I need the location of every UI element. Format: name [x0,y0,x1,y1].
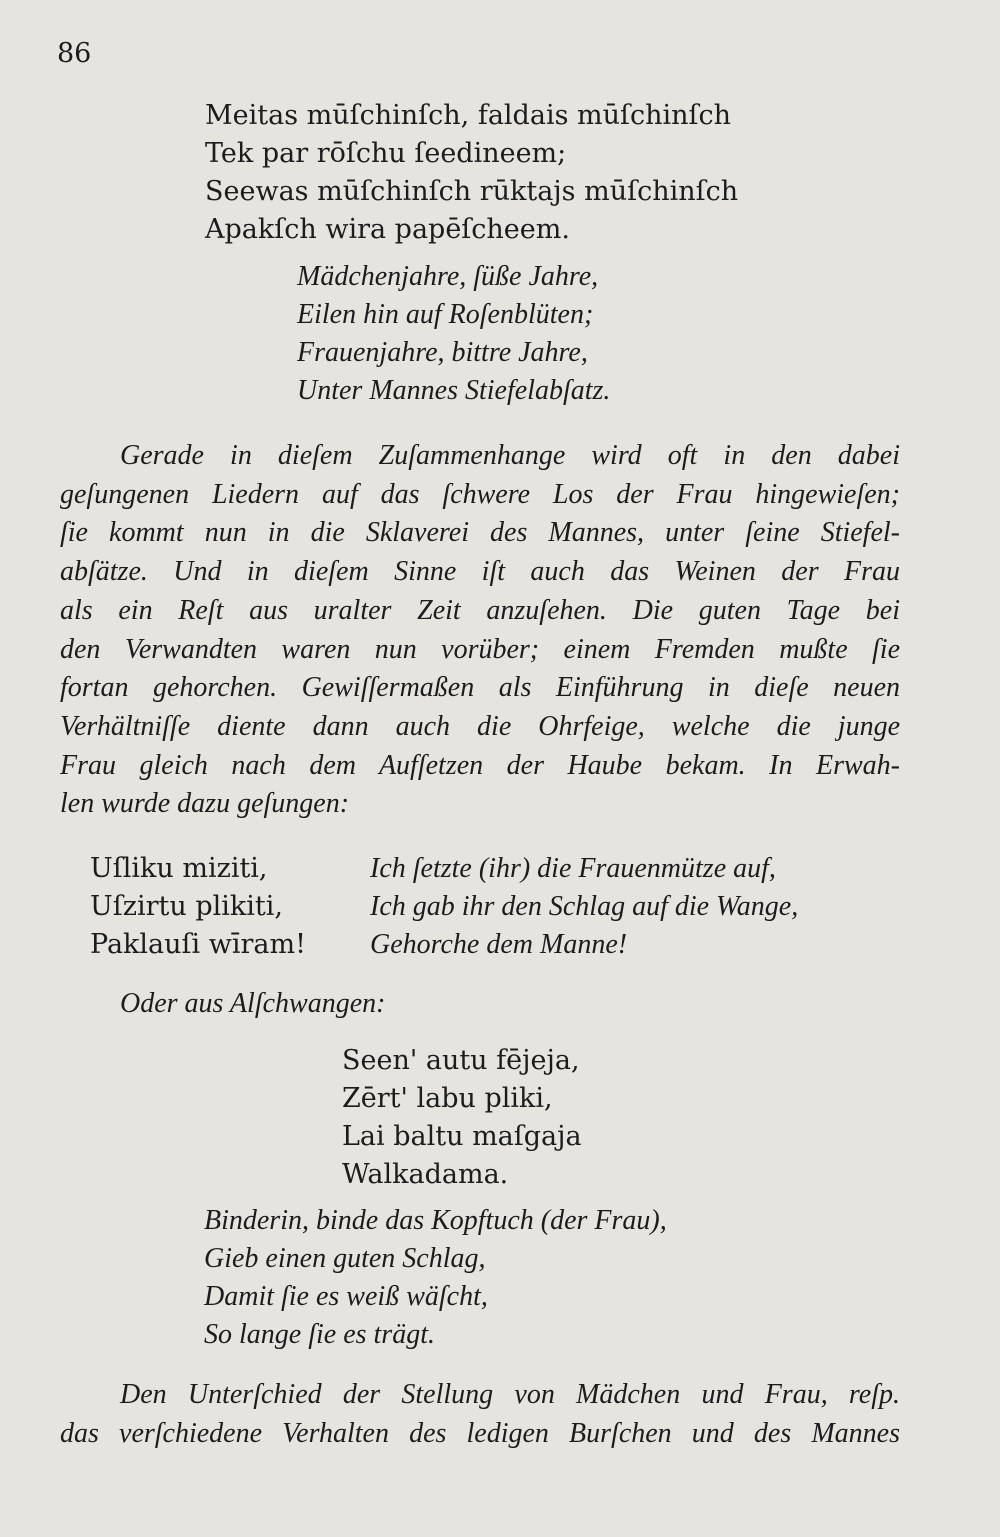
verse-line: Lai baltu maſgaja [342,1121,582,1152]
stanza-3-latvian [342,1042,582,1194]
verse-line: Seewas mūſchinſch rūktajs mūſchinſch [205,176,739,207]
page-number: 86 [57,38,92,69]
verse-line: Frauenjahre, bittre Jahre, [297,337,588,368]
verse-line: Apakſch wira papēſcheem. [205,214,570,245]
verse-line: Tek par rōſchu ſeedineem; [205,138,567,169]
verse-line: Damit ſie es weiß wäſcht, [204,1281,488,1312]
verse-line: Binderin, binde das Kopftuch (der Frau), [204,1205,667,1236]
verse-line: Eilen hin auf Roſenblüten; [297,299,594,330]
text-line: Gerade in dieſem Zuſammenhange wird oft in den dabei [120,440,900,471]
verse-line: Paklauſi wīram! [90,929,306,960]
text-line: Verhältniſſe diente dann auch die Ohrfeige, welche die junge [60,710,900,742]
paragraph-1 [60,437,900,824]
stanza-3-german [204,1202,667,1354]
text-line: Den Unterſchied der Stellung von Mädchen und Frau, reſp. [120,1379,900,1410]
text-line: den Verwandten waren nun vorüber; einem Fremden mußte ſie [60,633,900,665]
text-line: geſungenen Liedern auf das ſchwere Los der Frau hingewieſen; [60,478,900,510]
verse-line: Gieb einen guten Schlag, [204,1243,486,1274]
text-line: das verſchiedene Verhalten des ledigen Burſchen und des Mannes [60,1417,900,1449]
text-line: fortan gehorchen. Gewiſſermaßen als Einführung in dieſe neuen [60,672,900,704]
verse-line: Mädchenjahre, ſüße Jahre, [297,261,599,292]
paragraph-2 [60,1376,900,1453]
intro-line: Oder aus Alſchwangen: [120,988,386,1019]
verse-line: Uſliku miziti, [90,853,268,884]
verse-line: Seen' autu fējeja, [342,1045,580,1076]
verse-line: Walkadama. [342,1159,509,1190]
text-line: Frau gleich nach dem Aufſetzen der Haube bekam. In Erwah- [60,749,900,781]
verse-line: Meitas mūſchinſch, faldais mūſchinſch [205,100,732,131]
section-intro [120,985,385,1023]
stanza-1-latvian [205,97,738,249]
verse-line: Ich ſetzte (ihr) die Frauenmütze auf, [370,853,776,884]
stanza-2-latvian [90,850,306,964]
verse-line: Zērt' labu pliki, [342,1083,553,1114]
text-line: ſie kommt nun in die Sklaverei des Mannes, unter ſeine Stiefel- [60,517,900,549]
verse-line: Gehorche dem Manne! [370,929,628,960]
text-line: len wurde dazu geſungen: [60,788,350,820]
stanza-2-german [370,850,798,964]
verse-line: Uſzirtu plikiti, [90,891,283,922]
text-line: abſätze. Und in dieſem Sinne iſt auch das Weinen der Frau [60,556,900,588]
stanza-1-german [297,258,610,410]
verse-line: Unter Mannes Stiefelabſatz. [297,375,611,406]
verse-line: So lange ſie es trägt. [204,1319,435,1350]
verse-line: Ich gab ihr den Schlag auf die Wange, [370,891,799,922]
text-line: als ein Reſt aus uralter Zeit anzuſehen. Die guten Tage bei [60,594,900,626]
